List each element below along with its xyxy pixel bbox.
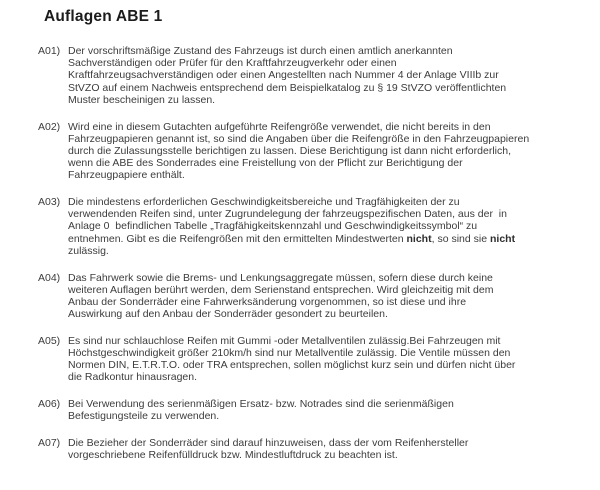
auflage-text: Der vorschriftsmäßige Zustand des Fahrzeugs ist durch einen amtlich anerkannten Sachverständigen oder Prüfer für den Kraftfahrzeugverkehr oder einen Kraftfahrzeugsachverständigen oder einen Angestellten nach Nummer 4 der Anlage VIIIb zur StVZO auf einem Nachweis entsprechend dem Beispielkatalog zu § 19 StVZO veröffentlichten Muster bescheinigen zu lassen. [68, 45, 507, 106]
page-title: Auflagen ABE 1 [44, 8, 163, 25]
auflage-item [0, 335, 600, 384]
auflage-item [0, 196, 600, 257]
auflage-text: Die mindestens erforderlichen Geschwindigkeitsbereiche und Tragfähigkeiten der zu verwendenden Reifen sind, unter Zugrundelegung der fahrzeugspezifischen Daten, aus der in Anlage 0 befindlichen Tabelle „Tragfähigkeitskennzahl und Geschwindigkeitssymbol“ zu entnehmen. Gibt es die Reifengrößen mit den ermittelten Mindestwerten nicht, so sind sie nicht zulässig. [68, 196, 516, 257]
auflage-text: Wird eine in diesem Gutachten aufgeführte Reifengröße verwendet, die nicht bereits in den Fahrzeugpapieren genannt ist, so sind die Angaben über die Reifengröße in den Fahrzeugpapieren durch die Zulassungsstelle berichtigen zu lassen. Diese Berichtigung ist dann nicht erforderlich, wenn die ABE des Sonderrades eine Freistellung von der Pflicht zur Berichtigung der Fahrzeugpapiere enthält. [68, 120, 530, 182]
auflage-label: A01) [38, 45, 61, 57]
auflage-item [0, 121, 600, 182]
auflage-item [0, 272, 600, 321]
auflage-label: A05) [38, 334, 61, 347]
auflagen-list [0, 45, 600, 461]
auflage-label: A07) [38, 437, 61, 450]
auflage-label: A06) [38, 398, 61, 411]
auflage-item [0, 437, 600, 461]
auflage-label: A04) [38, 271, 61, 284]
auflage-label: A02) [38, 120, 61, 133]
auflage-text: Die Bezieher der Sonderräder sind darauf hinzuweisen, dass der vom Reifenhersteller vorgeschriebene Reifenfülldruck bzw. Mindestluftdruck zu beachten ist. [68, 437, 469, 462]
auflage-label: A03) [38, 196, 61, 209]
auflage-text: Das Fahrwerk sowie die Brems- und Lenkungsaggregate müssen, sofern diese durch keine weiteren Auflagen berührt werden, dem Serienstand entsprechen. Wird gleichzeitig mit dem Anbau der Sonderräder eine Fahrwerksänderung vorgenommen, so ist diese und ihre Auswirkung auf den Anbau der Sonderräder gesondert zu beurteilen. [68, 271, 494, 321]
auflage-text: Es sind nur schlauchlose Reifen mit Gummi -oder Metallventilen zulässig.Bei Fahrzeugen mit Höchstgeschwindigkeit größer 210km/h sind nur Metallventile zulässig. Die Ventile müssen den Normen DIN, E.T.R.T.O. oder TRA entsprechen, sollen möglichst kurz sein und dürfen nicht über die Radkontur hinausragen. [68, 334, 516, 384]
auflage-item [0, 398, 600, 422]
auflage-text: Bei Verwendung des serienmäßigen Ersatz- bzw. Notrades sind die serienmäßigen Befestigungsteile zu verwenden. [68, 398, 454, 423]
auflage-item [0, 45, 600, 106]
